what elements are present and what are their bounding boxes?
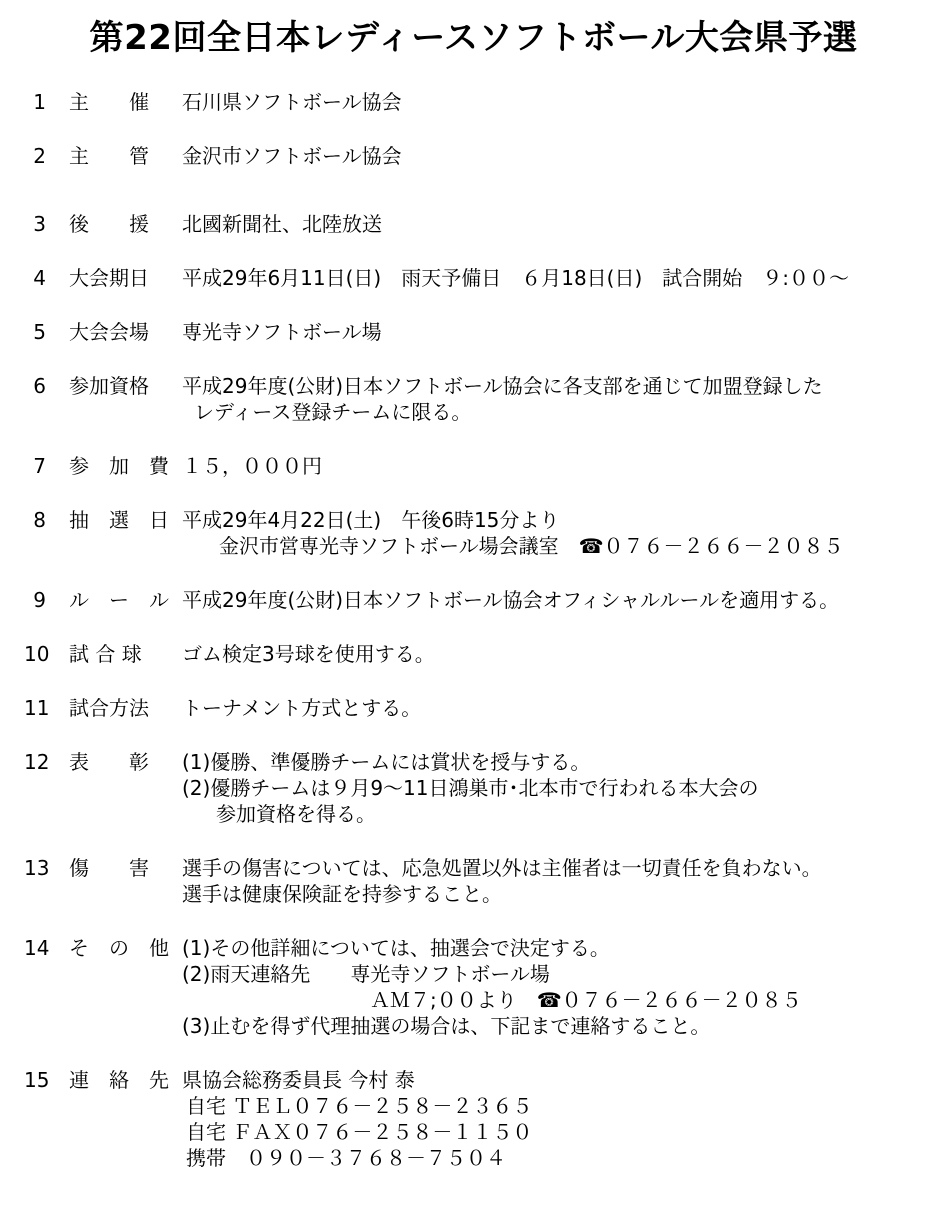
item-line: 平成29年4月22日(土) 午後6時15分より — [182, 508, 560, 532]
item-content — [182, 143, 923, 169]
list-item-6 — [24, 373, 923, 425]
list-item-4 — [24, 265, 923, 291]
phone-icon: ☎ — [578, 534, 604, 558]
item-line: (2)優勝チームは９月9～11日鴻巣市･北本市で行われる本大会の — [182, 776, 759, 800]
item-line: (1)その他詳細については、抽選会で決定する。 — [182, 936, 610, 960]
item-line: １５，０００円 — [182, 454, 322, 478]
item-content — [182, 507, 923, 559]
item-label: 連 絡 先 — [69, 1068, 169, 1092]
item-content — [182, 373, 923, 425]
item-line: 北國新聞社、北陸放送 — [182, 212, 382, 236]
list-item-11 — [24, 695, 923, 721]
venue-phone-line — [219, 533, 923, 559]
item-line: 専光寺ソフトボール場 — [182, 320, 382, 344]
item-label: 参 加 費 — [69, 454, 169, 478]
list-item-9 — [24, 587, 923, 613]
item-line: ゴム検定3号球を使用する。 — [182, 642, 435, 666]
item-number: 10 — [24, 642, 50, 666]
item-label: 試合方法 — [69, 696, 149, 720]
item-line: (3)止むを得ず代理抽選の場合は、下記まで連絡すること。 — [182, 1014, 711, 1038]
item-label: 表 彰 — [69, 750, 149, 774]
item-label: 試 合 球 — [69, 642, 142, 666]
item-content — [182, 1067, 923, 1171]
page-title: 第22回全日本レディースソフトボール大会県予選 — [89, 18, 858, 58]
item-content — [182, 749, 923, 827]
item-label: そ の 他 — [69, 936, 169, 960]
item-content — [182, 935, 923, 1039]
list-item-2 — [24, 143, 923, 169]
item-line: 石川県ソフトボール協会 — [182, 90, 402, 114]
item-content — [182, 319, 923, 345]
item-number: 13 — [24, 856, 50, 880]
list-item-14 — [24, 935, 923, 1039]
venue-text: 金沢市営専光寺ソフトボール場会議室 — [219, 534, 579, 558]
item-label: 参加資格 — [69, 374, 149, 398]
list-item-12 — [24, 749, 923, 827]
item-label: 抽 選 日 — [69, 508, 169, 532]
item-number: 7 — [33, 454, 46, 478]
item-number: 12 — [24, 750, 50, 774]
item-label: ル ー ル — [69, 588, 169, 612]
list-item-5 — [24, 319, 923, 345]
item-line: 選手は健康保険証を持参すること。 — [182, 882, 502, 906]
item-content — [182, 855, 923, 907]
item-line: (2)雨天連絡先 専光寺ソフトボール場 — [182, 962, 550, 986]
time-text: ＡＭ７;００より — [370, 988, 537, 1012]
contact-mobile-line: 携帯 ０９０－３７６８－７５０４ — [186, 1146, 506, 1170]
item-content — [182, 453, 923, 479]
list-item-3 — [24, 211, 923, 237]
item-content — [182, 641, 923, 667]
list-item-1 — [24, 89, 923, 115]
item-line: 平成29年度(公財)日本ソフトボール協会に各支部を通じて加盟登録した — [182, 374, 823, 398]
item-label: 後 援 — [69, 212, 149, 236]
contact-person-line: 県協会総務委員長 今村 泰 — [182, 1068, 415, 1092]
item-number: 4 — [33, 266, 46, 290]
item-label: 大会会場 — [69, 320, 149, 344]
item-content — [182, 211, 923, 237]
list-item-10 — [24, 641, 923, 667]
item-content — [182, 265, 923, 291]
item-number: 1 — [33, 90, 46, 114]
phone-number: ０７６－２６６－２０８５ — [561, 988, 802, 1012]
item-label: 大会期日 — [69, 266, 149, 290]
rain-phone-line — [370, 987, 923, 1013]
phone-icon: ☎ — [536, 988, 562, 1012]
item-number: 11 — [24, 696, 50, 720]
item-number: 5 — [33, 320, 46, 344]
item-line: 平成29年度(公財)日本ソフトボール協会オフィシャルルールを適用する。 — [182, 588, 840, 612]
contact-fax-line: 自宅 ＦＡＸ０７６－２５８－１１５０ — [186, 1120, 533, 1144]
item-line: トーナメント方式とする。 — [182, 696, 422, 720]
list-item-7 — [24, 453, 923, 479]
item-number: 9 — [33, 588, 46, 612]
item-line: 参加資格を得る。 — [216, 802, 376, 826]
item-label: 主 催 — [69, 90, 149, 114]
item-content — [182, 695, 923, 721]
item-number: 8 — [33, 508, 46, 532]
item-line: レディース登録チームに限る。 — [194, 400, 472, 424]
list-item-13 — [24, 855, 923, 907]
list-item-15 — [24, 1067, 923, 1171]
list-item-8 — [24, 507, 923, 559]
item-number: 6 — [33, 374, 46, 398]
item-label: 傷 害 — [69, 856, 149, 880]
contact-tel-line: 自宅 ＴＥＬ０７６－２５８－２３６５ — [186, 1094, 533, 1118]
item-label: 主 管 — [69, 144, 149, 168]
item-line: (1)優勝、準優勝チームには賞状を授与する。 — [182, 750, 591, 774]
item-number: 14 — [24, 936, 50, 960]
item-line: 選手の傷害については、応急処置以外は主催者は一切責任を負わない。 — [182, 856, 822, 880]
item-line: 平成29年6月11日(日) 雨天予備日 ６月18日(日) 試合開始 ９:００～ — [182, 266, 850, 290]
item-number: 3 — [33, 212, 46, 236]
phone-number: ０７６－２６６－２０８５ — [603, 534, 844, 558]
item-content — [182, 587, 923, 613]
item-number: 15 — [24, 1068, 50, 1092]
item-content — [182, 89, 923, 115]
item-number: 2 — [33, 144, 46, 168]
item-line: 金沢市ソフトボール協会 — [182, 144, 402, 168]
